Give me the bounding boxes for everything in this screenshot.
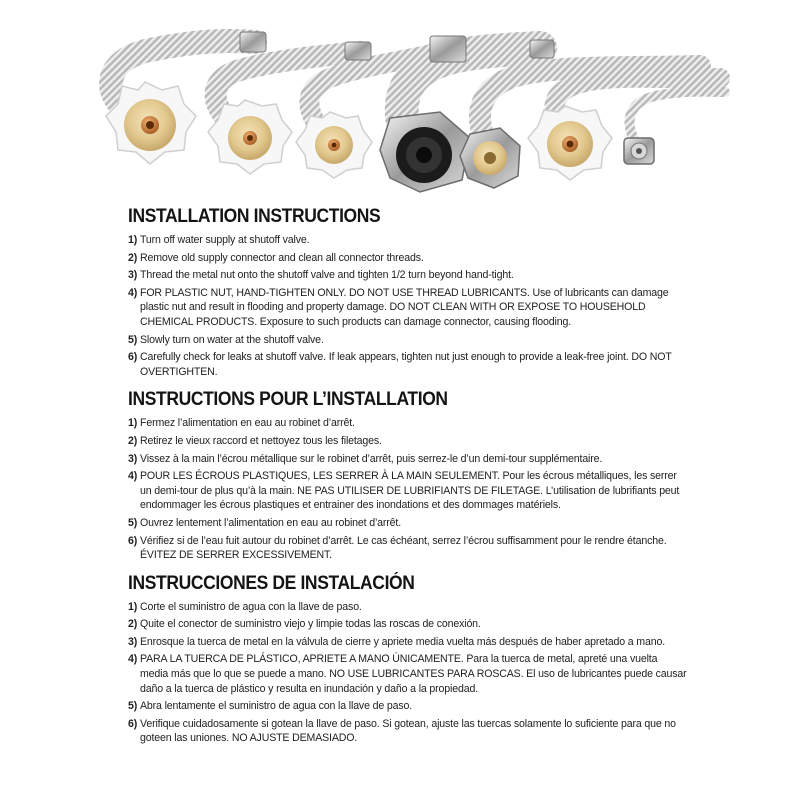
- section-spanish: [128, 573, 688, 746]
- step-number: 4): [128, 470, 138, 483]
- step-text: Vissez à la main l’écrou métallique sur le robinet d’arrêt, puis serrez-le d’un demi-tour supplémentaire.: [140, 452, 603, 465]
- step-item: [128, 434, 688, 449]
- step-number: 1): [128, 234, 138, 246]
- connector-chrome-nut-black-washer: [380, 112, 470, 192]
- connector-plastic-nut-4: [528, 106, 612, 180]
- step-number: 4): [128, 286, 138, 299]
- step-number: 6): [128, 717, 138, 730]
- section-title-english: INSTALLATION INSTRUCTIONS: [128, 206, 381, 227]
- step-item: [128, 617, 688, 632]
- step-item: [128, 268, 688, 283]
- connector-plastic-nut-1: [106, 82, 196, 164]
- step-text: Verifique cuidadosamente si gotean la llave de paso. Si gotean, ajuste las tuercas solamente lo suficiente para que no goteen las uniones. NO AJUSTE DEMASIADO.: [140, 717, 676, 745]
- step-item: [128, 286, 688, 330]
- instructions-content: [128, 206, 688, 756]
- step-text: Turn off water supply at shutoff valve.: [140, 234, 310, 246]
- steps-list-spanish: [128, 600, 688, 746]
- step-number: 5): [128, 700, 138, 713]
- step-number: 1): [128, 600, 138, 613]
- step-text: Corte el suministro de agua con la llave de paso.: [140, 600, 362, 613]
- step-number: 6): [128, 351, 138, 364]
- product-photo-connectors: [0, 0, 800, 200]
- step-item: [128, 350, 688, 379]
- step-item: [128, 233, 688, 248]
- step-item: [128, 469, 688, 513]
- step-number: 4): [128, 653, 138, 666]
- step-text: PARA LA TUERCA DE PLÁSTICO, APRIETE A MANO ÚNICAMENTE. Para la tuerca de metal, apreté una vuelta media más que lo que se puede a mano. NO USE LUBRICANTES PARA ROSCAS. El uso de lubricantes puede causar daño a la tuerca de plástico y resulta en inundación y daño a la propiedad.: [140, 653, 687, 695]
- step-number: 3): [128, 635, 138, 648]
- step-text: Fermez l’alimentation en eau au robinet d’arrêt.: [140, 417, 355, 430]
- step-text: Carefully check for leaks at shutoff valve. If leak appears, tighten nut just enough to provide a leak-free joint. DO NOT OVERTIGHTEN.: [140, 351, 672, 378]
- connector-plastic-nut-2: [208, 100, 292, 174]
- step-number: 2): [128, 618, 138, 631]
- step-item: [128, 452, 688, 467]
- step-text: Retirez le vieux raccord et nettoyez tous les filetages.: [140, 434, 382, 447]
- step-number: 3): [128, 452, 138, 465]
- step-number: 5): [128, 333, 138, 346]
- step-number: 3): [128, 269, 138, 282]
- step-item: [128, 717, 688, 746]
- step-number: 5): [128, 516, 138, 529]
- section-english: [128, 206, 688, 379]
- step-text: Vérifiez si de l’eau fuit autour du robinet d’arrêt. Le cas échéant, serrez l’écrou suffisamment pour le rendre étanche. ÉVITEZ DE SERRER EXCESSIVEMENT.: [140, 534, 667, 562]
- step-item: [128, 251, 688, 266]
- step-text: Remove old supply connector and clean all connector threads.: [140, 251, 424, 264]
- step-text: Thread the metal nut onto the shutoff valve and tighten 1/2 turn beyond hand-tight.: [140, 269, 514, 282]
- connector-small-chrome-tip: [624, 138, 654, 164]
- step-item: [128, 699, 688, 714]
- step-item: [128, 416, 688, 431]
- step-number: 6): [128, 534, 138, 547]
- step-item: [128, 635, 688, 650]
- step-text: Slowly turn on water at the shutoff valve.: [140, 333, 324, 346]
- step-number: 1): [128, 417, 138, 430]
- step-item: [128, 652, 688, 696]
- connector-chrome-hex-nut: [460, 128, 520, 188]
- step-text: Ouvrez lentement l’alimentation en eau au robinet d’arrêt.: [140, 516, 402, 529]
- step-item: [128, 333, 688, 348]
- step-text: Enrosque la tuerca de metal en la válvula de cierre y apriete media vuelta más después de haber apretado a mano.: [140, 635, 665, 648]
- section-title-french: INSTRUCTIONS POUR L’INSTALLATION: [128, 389, 448, 411]
- step-text: POUR LES ÉCROUS PLASTIQUES, LES SERRER À LA MAIN SEULEMENT. Pour les écrous métalliques, les serrer un demi-tour de plus qu’à la main. NE PAS UTILISER DE LUBRIFIANTS DE FILETAGE. L’utilisation de lubrifiants peut endommager les écrous plastiques et entrainer des inondations et des dommages matériels.: [140, 470, 680, 512]
- steps-list-french: [128, 416, 688, 562]
- step-number: 2): [128, 434, 138, 447]
- step-item: [128, 600, 688, 615]
- step-text: FOR PLASTIC NUT, HAND-TIGHTEN ONLY. DO NOT USE THREAD LUBRICANTS. Use of lubricants can damage plastic nut and result in flooding and property damage. DO NOT CLEAN WITH OR EXPOSE TO HOUSEHOLD CHEMICAL PRODUCTS. Exposure to such products can damage connector, causing flooding.: [140, 286, 669, 328]
- step-text: Abra lentamente el suministro de agua con la llave de paso.: [140, 700, 413, 713]
- steps-list-english: [128, 233, 688, 379]
- step-number: 2): [128, 251, 138, 264]
- step-text: Quite el conector de suministro viejo y limpie todas las roscas de conexión.: [140, 618, 481, 631]
- connector-plastic-nut-3: [296, 112, 372, 178]
- step-item: [128, 516, 688, 531]
- step-item: [128, 534, 688, 563]
- section-french: [128, 389, 688, 562]
- section-title-spanish: INSTRUCCIONES DE INSTALACIÓN: [128, 572, 415, 594]
